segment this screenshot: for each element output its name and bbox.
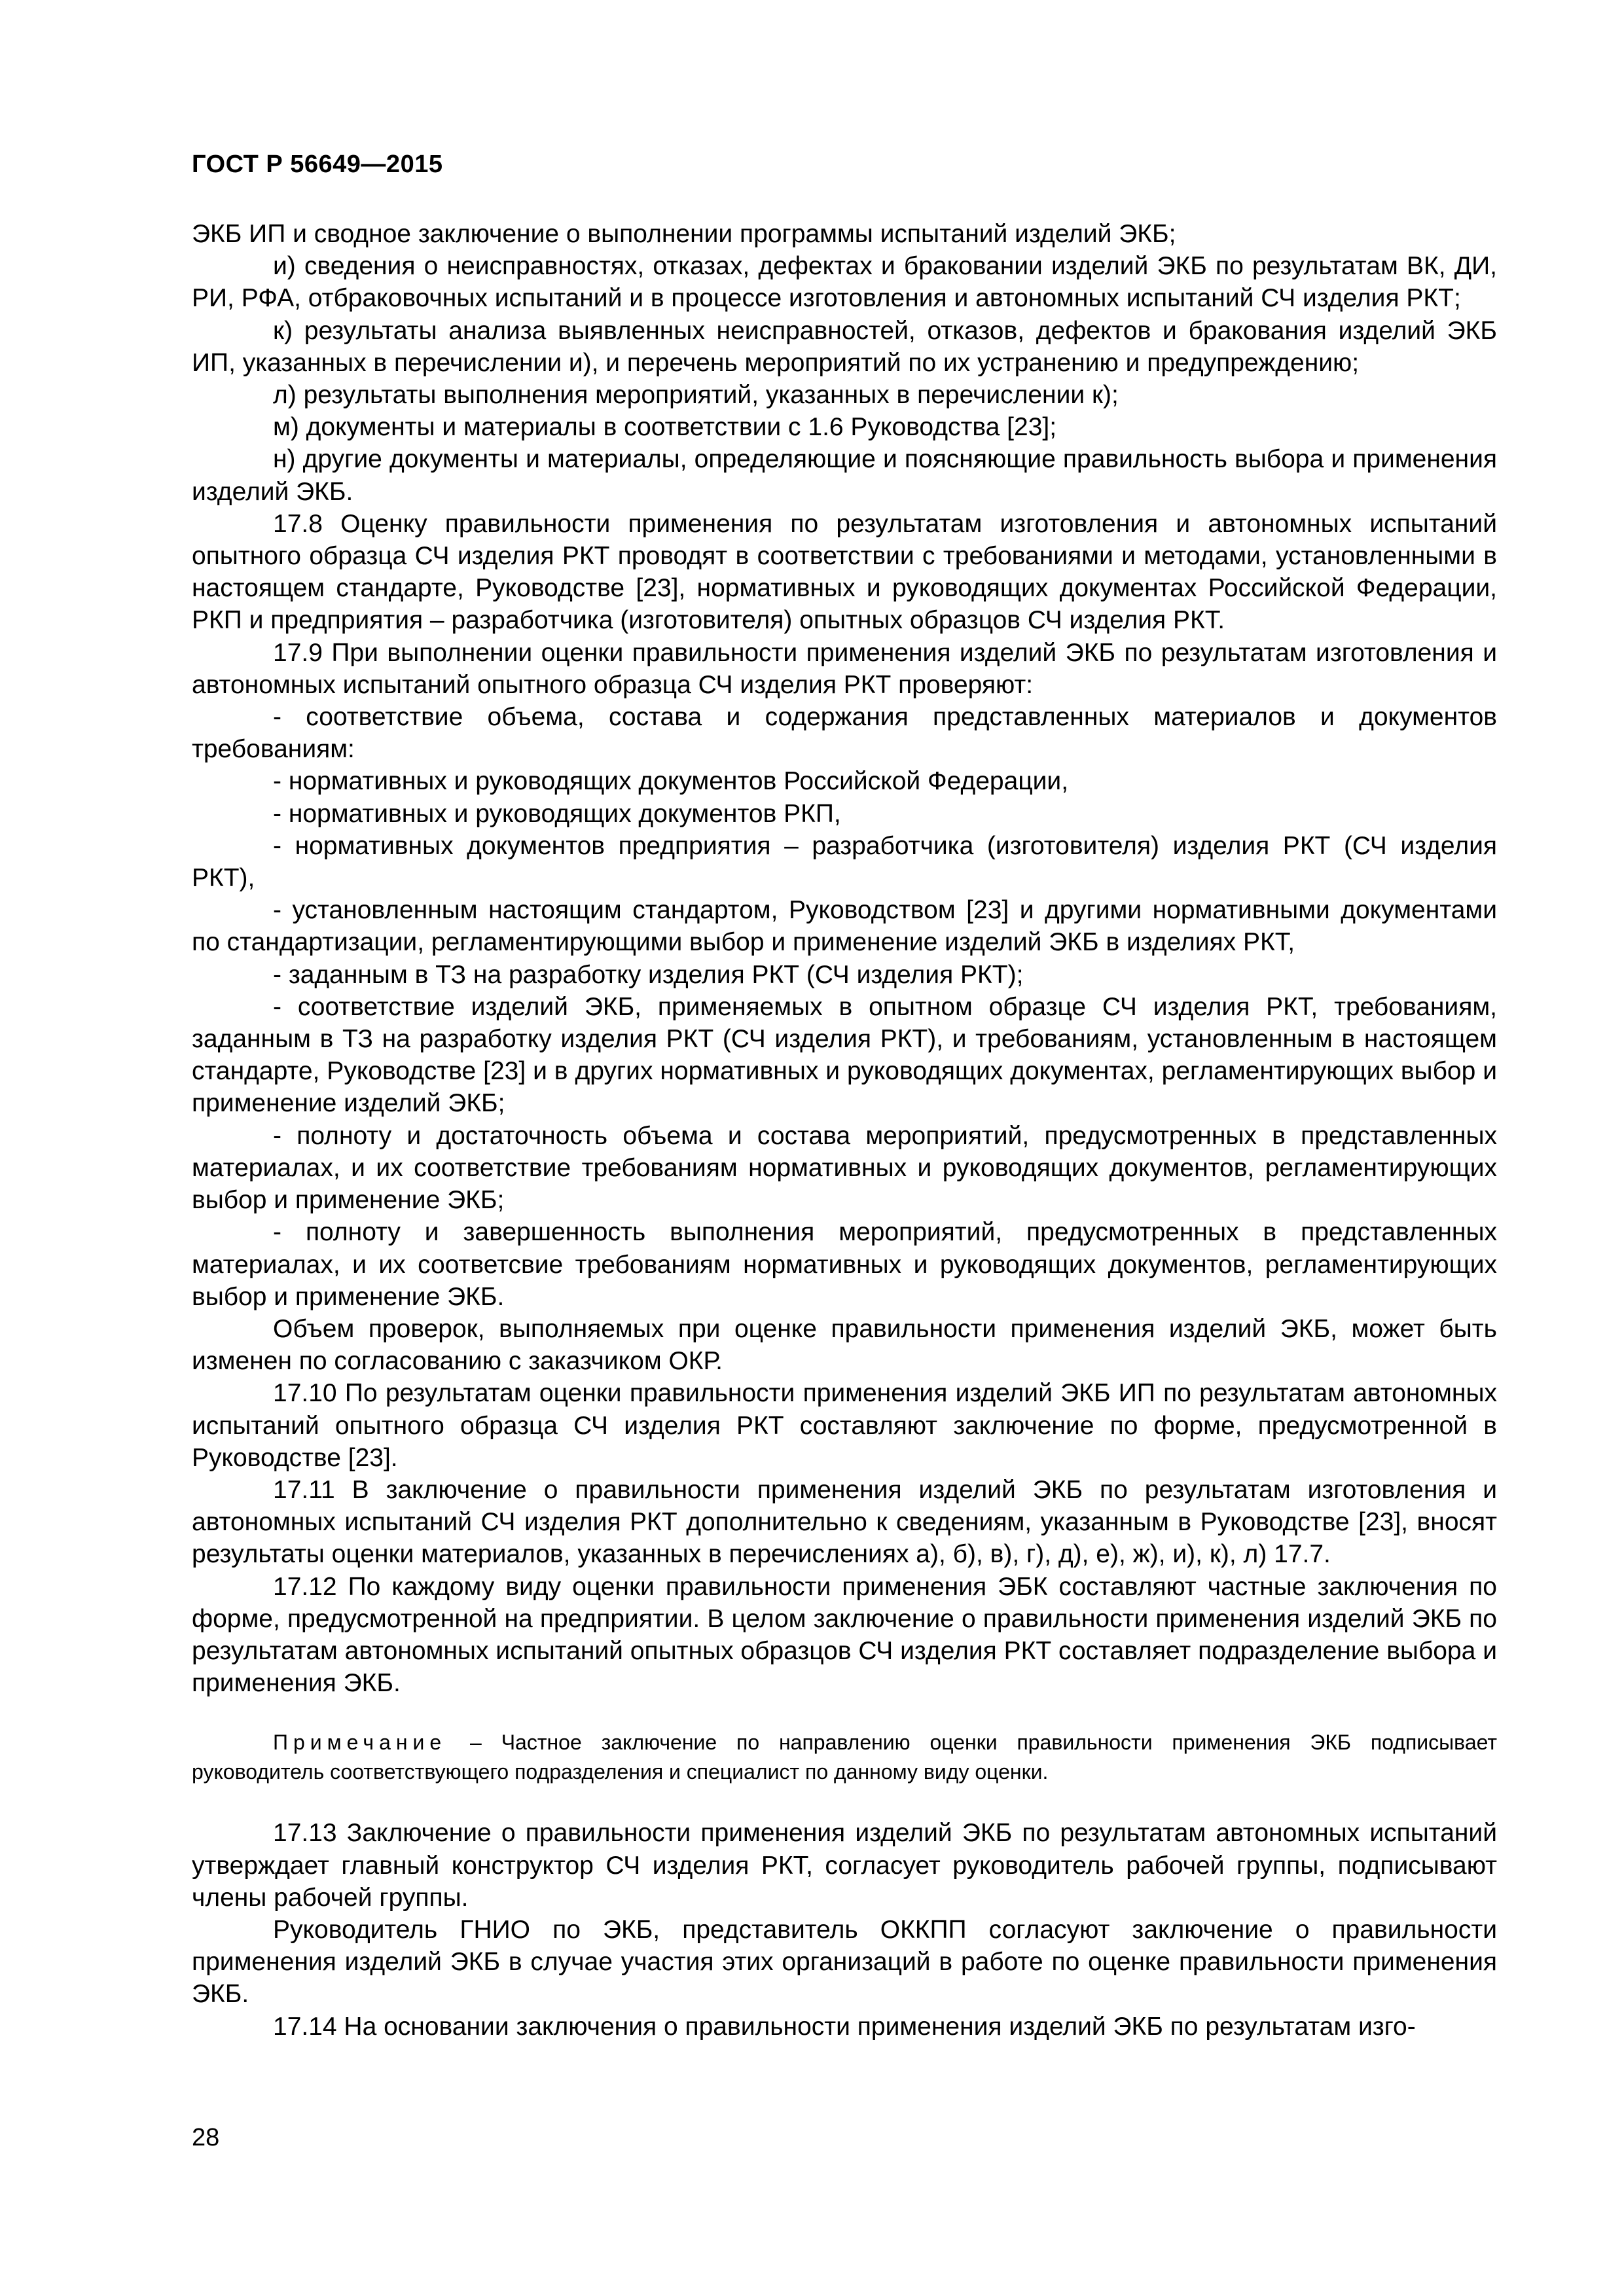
paragraph: 17.12 По каждому виду оценки правильности применения ЭБК составляют частные заключения по форме, предусмотренной на предприятии. В целом заключение о правильности применения изделий ЭКБ по результатам автономных испытаний опытных образцов СЧ изделия РКТ составляет подразделение выбора и применения ЭКБ.: [192, 1572, 1497, 1698]
paragraph: - нормативных и руководящих документов РКП,: [273, 799, 841, 828]
paragraph: - полноту и достаточность объема и состава мероприятий, предусмотренных в представленных материалах, и их соответствие требованиям нормативных и руководящих документов, регламентирующих выбор и применение ЭКБ;: [192, 1121, 1497, 1215]
paragraph: ЭКБ ИП и сводное заключение о выполнении программы испытаний изделий ЭКБ;: [192, 220, 1176, 248]
paragraph: - соответствие изделий ЭКБ, применяемых в опытном образце СЧ изделия РКТ, требованиям, заданным в ТЗ на разработку изделия РКТ (СЧ изделия РКТ), и требованиям, установленным в настоящем стандарте, Руководстве [23] и в других нормативных и руководящих документах, регламентирующих выбор и применение изделий ЭКБ;: [192, 992, 1497, 1118]
paragraph: - нормативных документов предприятия – разработчика (изготовителя) изделия РКТ (СЧ изделия РКТ),: [192, 831, 1497, 893]
document-body: [192, 218, 1497, 2043]
paragraph: л) результаты выполнения мероприятий, указанных в перечислении к);: [273, 381, 1119, 410]
paragraph: Объем проверок, выполняемых при оценке правильности применения изделий ЭКБ, может быть изменен по согласованию с заказчиком ОКР.: [192, 1314, 1497, 1376]
paragraph: 17.10 По результатам оценки правильности применения изделий ЭКБ ИП по результатам автономных испытаний опытного образца СЧ изделия РКТ составляют заключение по форме, предусмотренной в Руководстве [23].: [192, 1379, 1497, 1472]
paragraph: - полноту и завершенность выполнения мероприятий, предусмотренных в представленных материалах, и их соответсвие требованиям нормативных и руководящих документов, регламентирующих выбор и применение ЭКБ.: [192, 1218, 1497, 1311]
paragraph: 17.8 Оценку правильности применения по результатам изготовления и автономных испытаний опытного образца СЧ изделия РКТ проводят в соответствии с требованиями и методами, установленными в настоящем стандарте, Руководстве [23], нормативных и руководящих документах Российской Федерации, РКП и предприятия – разработчика (изготовителя) опытных образцов СЧ изделия РКТ.: [192, 509, 1497, 635]
paragraph: - нормативных и руководящих документов Российской Федерации,: [273, 767, 1069, 796]
note-label: Примечание: [273, 1731, 447, 1755]
note-block: [192, 1728, 1497, 1787]
document-header: ГОСТ Р 56649—2015: [192, 151, 443, 178]
paragraph: - соответствие объема, состава и содержания представленных материалов и документов требованиям:: [192, 703, 1497, 764]
paragraph: Руководитель ГНИО по ЭКБ, представитель ОККПП согласуют заключение о правильности применения изделий ЭКБ в случае участия этих организаций в работе по оценке правильности применения ЭКБ.: [192, 1915, 1497, 2009]
paragraph: - установленным настоящим стандартом, Руководством [23] и другими нормативными документами по стандартизации, регламентирующими выбор и применение изделий ЭКБ в изделиях РКТ,: [192, 896, 1497, 957]
note-text: – Частное заключение по направлению оценки правильности применения ЭКБ подписывает руководитель соответствующего подразделения и специалист по данному виду оценки.: [192, 1731, 1497, 1784]
paragraph: и) сведения о неисправностях, отказах, дефектах и браковании изделий ЭКБ по результатам ВК, ДИ, РИ, РФА, отбраковочных испытаний и в процессе изготовления и автономных испытаний СЧ изделия РКТ;: [192, 252, 1497, 313]
paragraph: м) документы и материалы в соответствии с 1.6 Руководства [23];: [273, 413, 1057, 442]
paragraph: 17.14 На основании заключения о правильности применения изделий ЭКБ по результатам изго-: [273, 2012, 1416, 2041]
paragraphs-after-note: [192, 1817, 1497, 2042]
paragraph: н) другие документы и материалы, определяющие и поясняющие правильность выбора и применения изделий ЭКБ.: [192, 445, 1497, 506]
page-number: 28: [192, 2124, 220, 2151]
paragraph: 17.9 При выполнении оценки правильности применения изделий ЭКБ по результатам изготовления и автономных испытаний опытного образца СЧ изделия РКТ проверяют:: [192, 638, 1497, 699]
paragraph: 17.13 Заключение о правильности применения изделий ЭКБ по результатам автономных испытаний утверждает главный конструктор СЧ изделия РКТ, согласует руководитель рабочей группы, подписывают члены рабочей группы.: [192, 1819, 1497, 1912]
paragraph: к) результаты анализа выявленных неисправностей, отказов, дефектов и бракования изделий ЭКБ ИП, указанных в перечислении и), и перечень мероприятий по их устранению и предупреждению;: [192, 316, 1497, 377]
paragraph: - заданным в ТЗ на разработку изделия РКТ (СЧ изделия РКТ);: [273, 960, 1024, 989]
paragraph: 17.11 В заключение о правильности применения изделий ЭКБ по результатам изготовления и автономных испытаний СЧ изделия РКТ дополнительно к сведениям, указанным в Руководстве [23], вносят результаты оценки материалов, указанных в перечислениях а), б), в), г), д), е), ж), и), к), л) 17.7.: [192, 1475, 1497, 1569]
paragraphs-before-note: [192, 218, 1497, 1699]
